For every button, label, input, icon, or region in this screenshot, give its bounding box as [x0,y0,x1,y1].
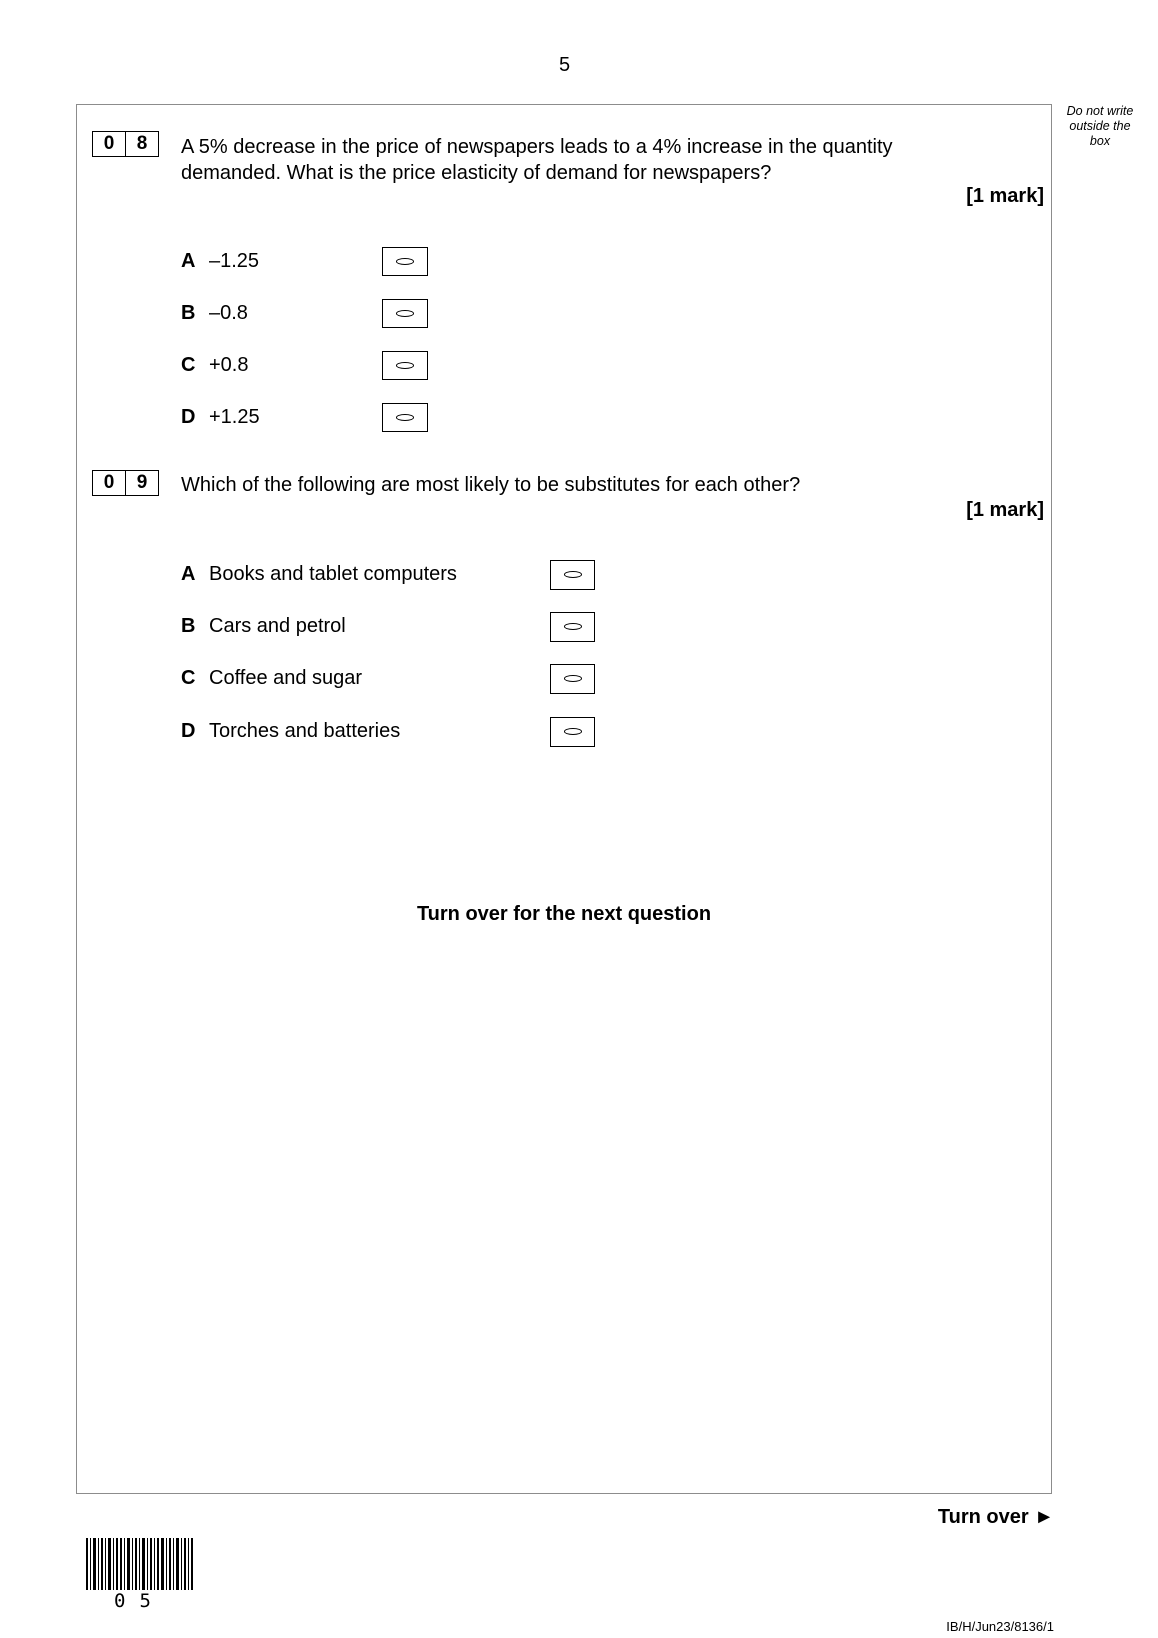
option-08-b [181,302,248,325]
answer-lozenge-08-b[interactable] [382,299,428,328]
barcode-digits: 05 [114,1590,165,1612]
answer-lozenge-08-a[interactable] [382,247,428,276]
option-text: Torches and batteries [209,720,401,742]
option-09-d [181,720,400,743]
question-number-digit: 8 [125,132,158,156]
option-09-a [181,563,457,586]
option-08-c [181,354,248,377]
answer-lozenge-09-d[interactable] [550,717,595,747]
option-08-a [181,250,259,273]
barcode [86,1538,194,1590]
margin-note-line: Do not write [1066,104,1134,118]
option-text: +0.8 [209,354,249,376]
option-letter: B [181,615,196,637]
marks-label-09: [1 mark] [966,499,1044,521]
question-text-08 [181,134,893,186]
option-letter: C [181,354,196,376]
question-text-line: A 5% decrease in the price of newspapers leads to a 4% increase in the quantity [181,136,893,158]
option-letter: D [181,406,196,428]
answer-lozenge-09-b[interactable] [550,612,595,642]
option-text: –1.25 [209,250,260,272]
option-letter: A [181,563,196,585]
answer-lozenge-09-a[interactable] [550,560,595,590]
margin-note-line: box [1089,134,1111,148]
option-text: Cars and petrol [209,615,346,637]
turn-over-label: Turn over ► [937,1506,1054,1528]
question-number-box-08 [92,131,159,157]
option-text: +1.25 [209,406,260,428]
question-text-09 [181,472,800,498]
option-letter: A [181,250,196,272]
question-text-line: demanded. What is the price elasticity of demand for newspapers? [181,162,772,184]
margin-note-line: outside the [1069,119,1131,133]
question-number-digit: 0 [103,472,115,493]
page-number: 5 [558,54,571,76]
question-number-digit: 0 [103,133,115,154]
marks-label-08: [1 mark] [966,185,1044,207]
paper-reference: IB/H/Jun23/8136/1 [946,1619,1054,1634]
question-number-digit: 9 [125,471,158,495]
answer-lozenge-09-c[interactable] [550,664,595,694]
option-09-c [181,667,362,690]
option-text: Coffee and sugar [209,667,363,689]
answer-lozenge-08-c[interactable] [382,351,428,380]
option-letter: D [181,720,196,742]
turn-over-next-question: Turn over for the next question [416,903,712,925]
margin-note [1058,104,1142,149]
option-letter: C [181,667,196,689]
option-letter: B [181,302,196,324]
question-text-line: Which of the following are most likely to be substitutes for each other? [181,474,801,496]
option-09-b [181,615,346,638]
answer-lozenge-08-d[interactable] [382,403,428,432]
option-text: Books and tablet computers [209,563,457,585]
question-number-box-09 [92,470,159,496]
option-text: –0.8 [209,302,248,324]
option-08-d [181,406,260,429]
